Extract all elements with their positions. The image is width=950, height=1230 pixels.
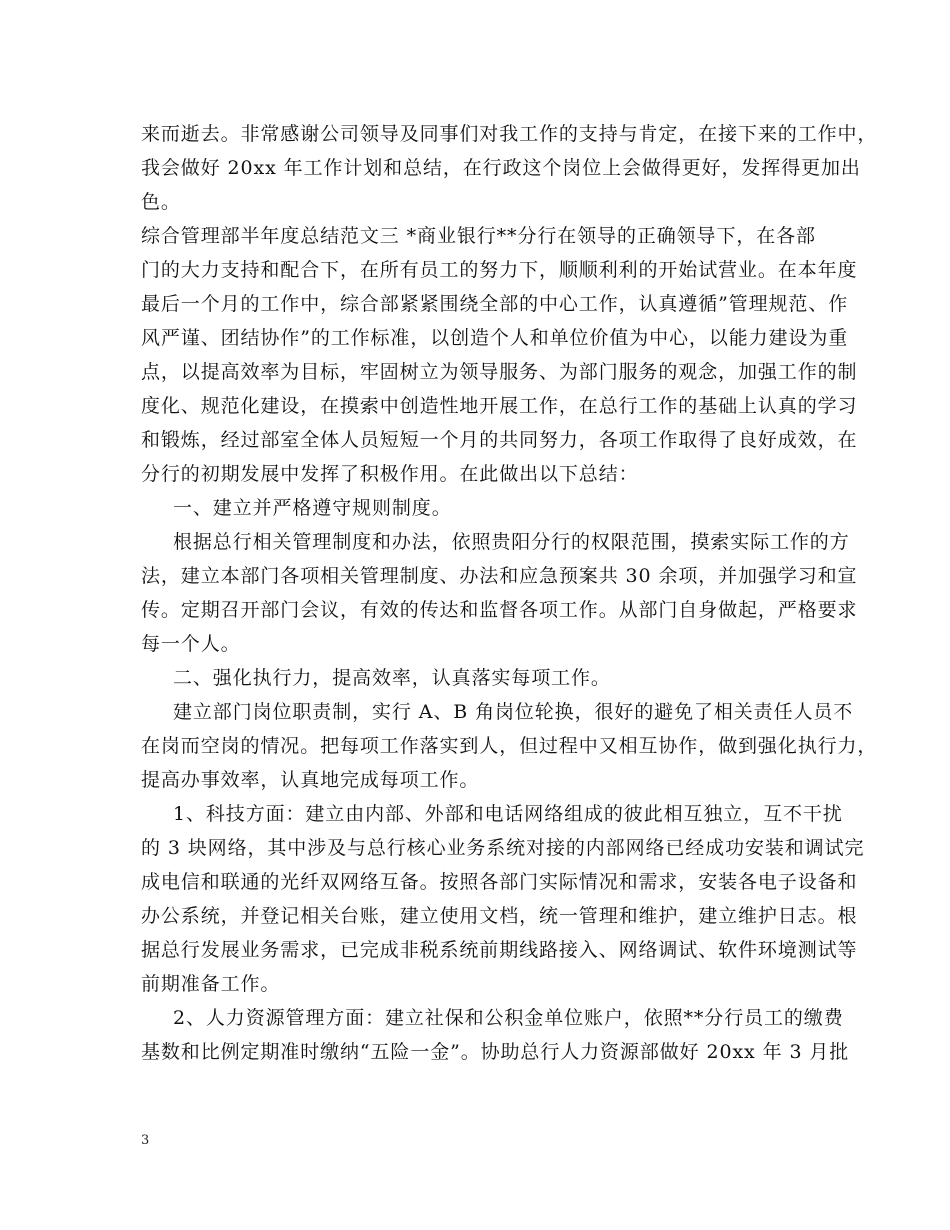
- text-line: 每一个人。: [141, 633, 241, 655]
- text-line: 最后一个月的工作中，综合部紧紧围绕全部的中心工作，认真遵循”管理规范、作: [141, 293, 849, 315]
- text-line: 分行的初期发展中发挥了积极作用。在此做出以下总结：: [141, 463, 639, 485]
- text-line: 成电信和联通的光纤双网络互备。按照各部门实际情况和需求，安装各电子设备和: [141, 871, 858, 893]
- text-line: 2、人力资源管理方面：建立社保和公积金单位账户，依照**分行员工的缴费: [173, 1007, 844, 1029]
- section-title-line: 综合管理部半年度总结范文三 *商业银行**分行在领导的正确领导下，在各部: [141, 225, 816, 247]
- text-line: 门的大力支持和配合下，在所有员工的努力下，顺顺利利的开始试营业。在本年度: [141, 259, 858, 281]
- text-line: 办公系统，并登记相关台账，建立使用文档，统一管理和维护，建立维护日志。根: [141, 905, 858, 927]
- text-line: 和锻炼，经过部室全体人员短短一个月的共同努力，各项工作取得了良好成效，在: [141, 429, 858, 451]
- text-line: 度化、规范化建设，在摸索中创造性地开展工作，在总行工作的基础上认真的学习: [141, 395, 858, 417]
- text-line: 根据总行相关管理制度和办法，依照贵阳分行的权限范围，摸索实际工作的方: [173, 531, 850, 553]
- document-body: [141, 117, 878, 1069]
- text-line: 据总行发展业务需求，已完成非税系统前期线路接入、网络调试、软件环境测试等: [141, 939, 858, 961]
- text-line: 在岗而空岗的情况。把每项工作落实到人，但过程中又相互协作，做到强化执行力，: [141, 735, 878, 757]
- text-line: 点，以提高效率为目标，牢固树立为领导服务、为部门服务的观念，加强工作的制: [141, 361, 858, 383]
- text-line: 提高办事效率，认真地完成每项工作。: [141, 769, 480, 791]
- heading-line: 一、建立并严格遵守规则制度。: [173, 497, 452, 519]
- text-line: 来而逝去。非常感谢公司领导及同事们对我工作的支持与肯定，在接下来的工作中，: [141, 123, 878, 145]
- text-line: 风严谨、团结协作”的工作标准，以创造个人和单位价值为中心，以能力建设为重: [141, 327, 849, 349]
- page-number: 3: [141, 1133, 150, 1148]
- text-line: 基数和比例定期准时缴纳“五险一金”。协助总行人力资源部做好 20xx 年 3 月批: [141, 1041, 850, 1063]
- text-line: 传。定期召开部门会议，有效的传达和监督各项工作。从部门自身做起，严格要求: [141, 599, 858, 621]
- text-line: 色。: [141, 191, 181, 213]
- heading-line: 二、强化执行力，提高效率，认真落实每项工作。: [173, 667, 611, 689]
- text-line: 我会做好 20xx 年工作计划和总结，在行政这个岗位上会做得更好，发挥得更加出: [141, 157, 861, 179]
- text-line: 的 3 块网络，其中涉及与总行核心业务系统对接的内部网络已经成功安装和调试完: [141, 837, 865, 859]
- text-line: 法，建立本部门各项相关管理制度、办法和应急预案共 30 余项，并加强学习和宣: [141, 565, 858, 587]
- text-line: 前期准备工作。: [141, 973, 281, 995]
- text-line: 建立部门岗位职责制，实行 A、B 角岗位轮换，很好的避免了相关责任人员不: [173, 701, 854, 723]
- text-line: 1、科技方面：建立由内部、外部和电话网络组成的彼此相互独立，互不干扰: [173, 803, 843, 825]
